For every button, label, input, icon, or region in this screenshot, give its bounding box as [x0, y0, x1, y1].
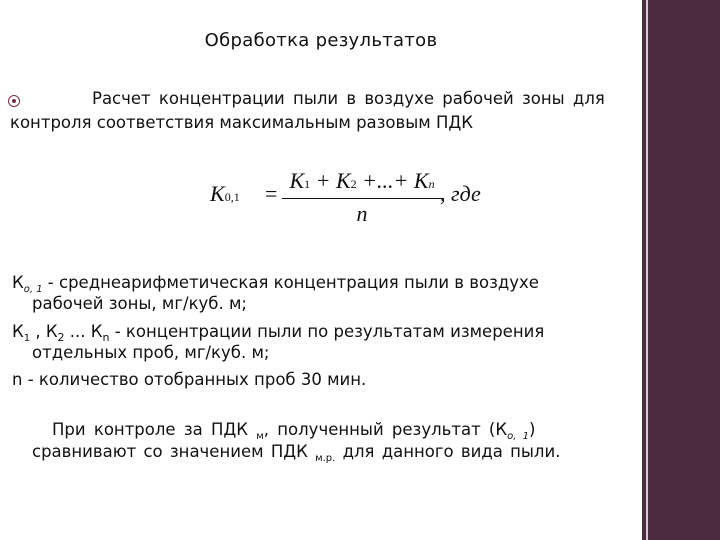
- def-kn-symbol: ... К: [64, 322, 103, 341]
- control-l1-sub-o1: о, 1: [507, 431, 529, 442]
- definition-k0: [12, 273, 539, 295]
- formula-equals: =: [265, 181, 278, 206]
- control-l2-text-b: для данного вида пыли.: [335, 442, 561, 461]
- formula-denominator: n: [356, 201, 368, 226]
- paragraph-1-line-2: контроля соответствия максимальным разовым ПДК: [10, 113, 473, 132]
- paragraph-1-line-1: Расчет концентрации пыли в воздухе рабочей зоны для: [92, 89, 605, 108]
- formula-num-sub2: 2: [350, 177, 357, 191]
- formula-num-kn: K: [413, 168, 429, 193]
- formula-num-subn: n: [428, 177, 435, 191]
- bullet-icon: [8, 95, 20, 107]
- def-kn-subscript: n: [102, 331, 110, 344]
- definition-n: n - количество отобранных проб 30 мин.: [12, 370, 367, 389]
- control-l2-text-a: сравнивают со значением ПДК: [32, 442, 316, 461]
- formula-lhs-subscript: 0,1: [224, 190, 240, 204]
- def-k0-subscript: о, 1: [23, 284, 43, 295]
- control-l1-text-b: , полученный результат (К: [263, 420, 508, 439]
- decorative-sidebar: [642, 0, 720, 540]
- control-line-1: [52, 420, 535, 442]
- formula-num-plus: +: [310, 168, 336, 193]
- control-l1-text-a: При контроле за ПДК: [52, 420, 257, 439]
- definition-kn-continued: отдельных проб, мг/куб. м;: [32, 343, 270, 362]
- control-l1-sub-m: м: [256, 431, 264, 442]
- formula-num-sub1: 1: [304, 177, 311, 191]
- def-k2-symbol: , К: [30, 322, 58, 341]
- def-k1-symbol: К: [12, 322, 24, 341]
- formula-fraction-bar: [282, 198, 444, 199]
- def-k0-symbol: К: [12, 273, 24, 292]
- formula-lhs: [210, 181, 240, 207]
- formula-num-ellipsis: +...+: [356, 168, 414, 193]
- def-k2-subscript: 2: [57, 331, 65, 344]
- formula-lhs-symbol: K: [210, 181, 225, 206]
- formula-num-k2: K: [335, 168, 351, 193]
- formula-numerator: [283, 168, 441, 194]
- definition-k0-continued: рабочей зоны, мг/куб. м;: [32, 294, 247, 313]
- def-kn-text: - концентрации пыли по результатам измерения: [109, 322, 545, 341]
- slide-title: Обработка результатов: [204, 30, 438, 51]
- def-k1-subscript: 1: [23, 333, 31, 344]
- formula-tail: , где: [440, 181, 481, 206]
- definition-kn: [12, 322, 544, 344]
- formula-num-k1: K: [289, 168, 305, 193]
- control-line-2: [32, 442, 560, 464]
- control-l1-text-c: ): [528, 420, 536, 439]
- def-k0-text: - среднеарифметическая концентрация пыли в воздухе: [42, 273, 539, 292]
- control-l2-sub-mr: м.р.: [315, 453, 336, 464]
- sidebar-divider: [646, 0, 648, 540]
